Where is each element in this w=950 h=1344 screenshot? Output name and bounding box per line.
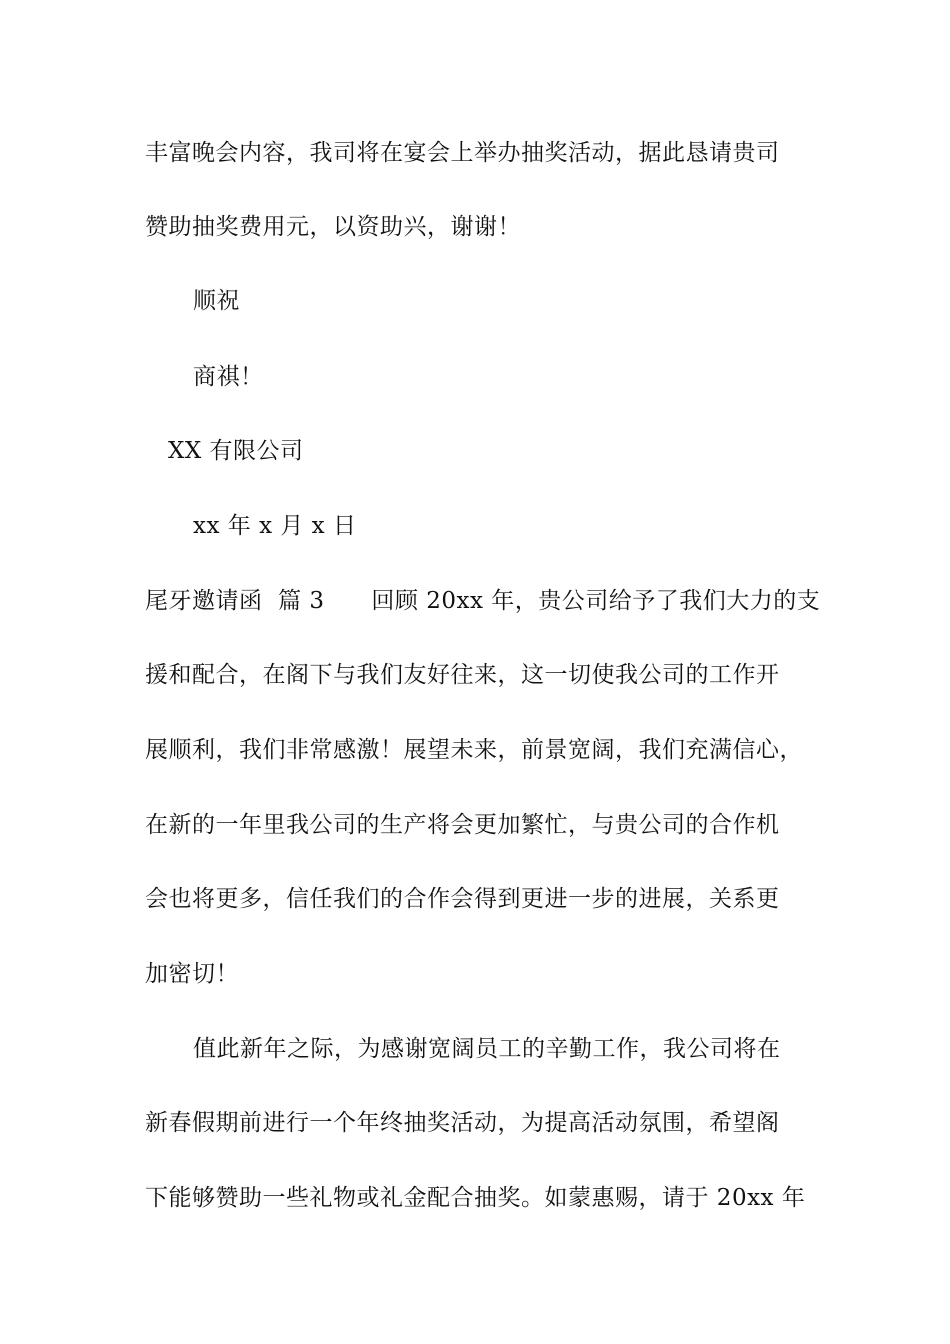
signature-company: XX 有限公司 bbox=[168, 438, 304, 464]
body-text-line: 下能够赞助一些礼物或礼金配合抽奖。如蒙惠赐，请于 20xx 年 bbox=[145, 1185, 806, 1211]
closing-wish: 商祺！ bbox=[193, 364, 264, 390]
closing-salutation: 顺祝 bbox=[193, 288, 240, 314]
body-text-line: 丰富晚会内容，我司将在宴会上举办抽奖活动，据此恳请贵司 bbox=[145, 140, 780, 166]
body-text-line: 展顺利，我们非常感激！展望未来，前景宽阔，我们充满信心， bbox=[145, 737, 803, 763]
signature-date: xx 年 x 月 x 日 bbox=[193, 513, 357, 539]
body-text-line: 新春假期前进行一个年终抽奖活动，为提高活动氛围，希望阁 bbox=[145, 1110, 780, 1136]
body-text-line: 加密切！ bbox=[145, 961, 239, 987]
body-text-line: 赞助抽奖费用元，以资助兴，谢谢！ bbox=[145, 214, 521, 240]
paragraph-start-line: 值此新年之际，为感谢宽阔员工的辛勤工作，我公司将在 bbox=[193, 1036, 781, 1062]
body-text-line: 在新的一年里我公司的生产将会更加繁忙，与贵公司的合作机 bbox=[145, 812, 780, 838]
section-heading-line: 尾牙邀请函 篇 3 回顾 20xx 年，贵公司给予了我们大力的支 bbox=[145, 588, 821, 614]
body-text-line: 会也将更多，信任我们的合作会得到更进一步的进展，关系更 bbox=[145, 886, 780, 912]
body-text-line: 援和配合，在阁下与我们友好往来，这一切使我公司的工作开 bbox=[145, 662, 780, 688]
